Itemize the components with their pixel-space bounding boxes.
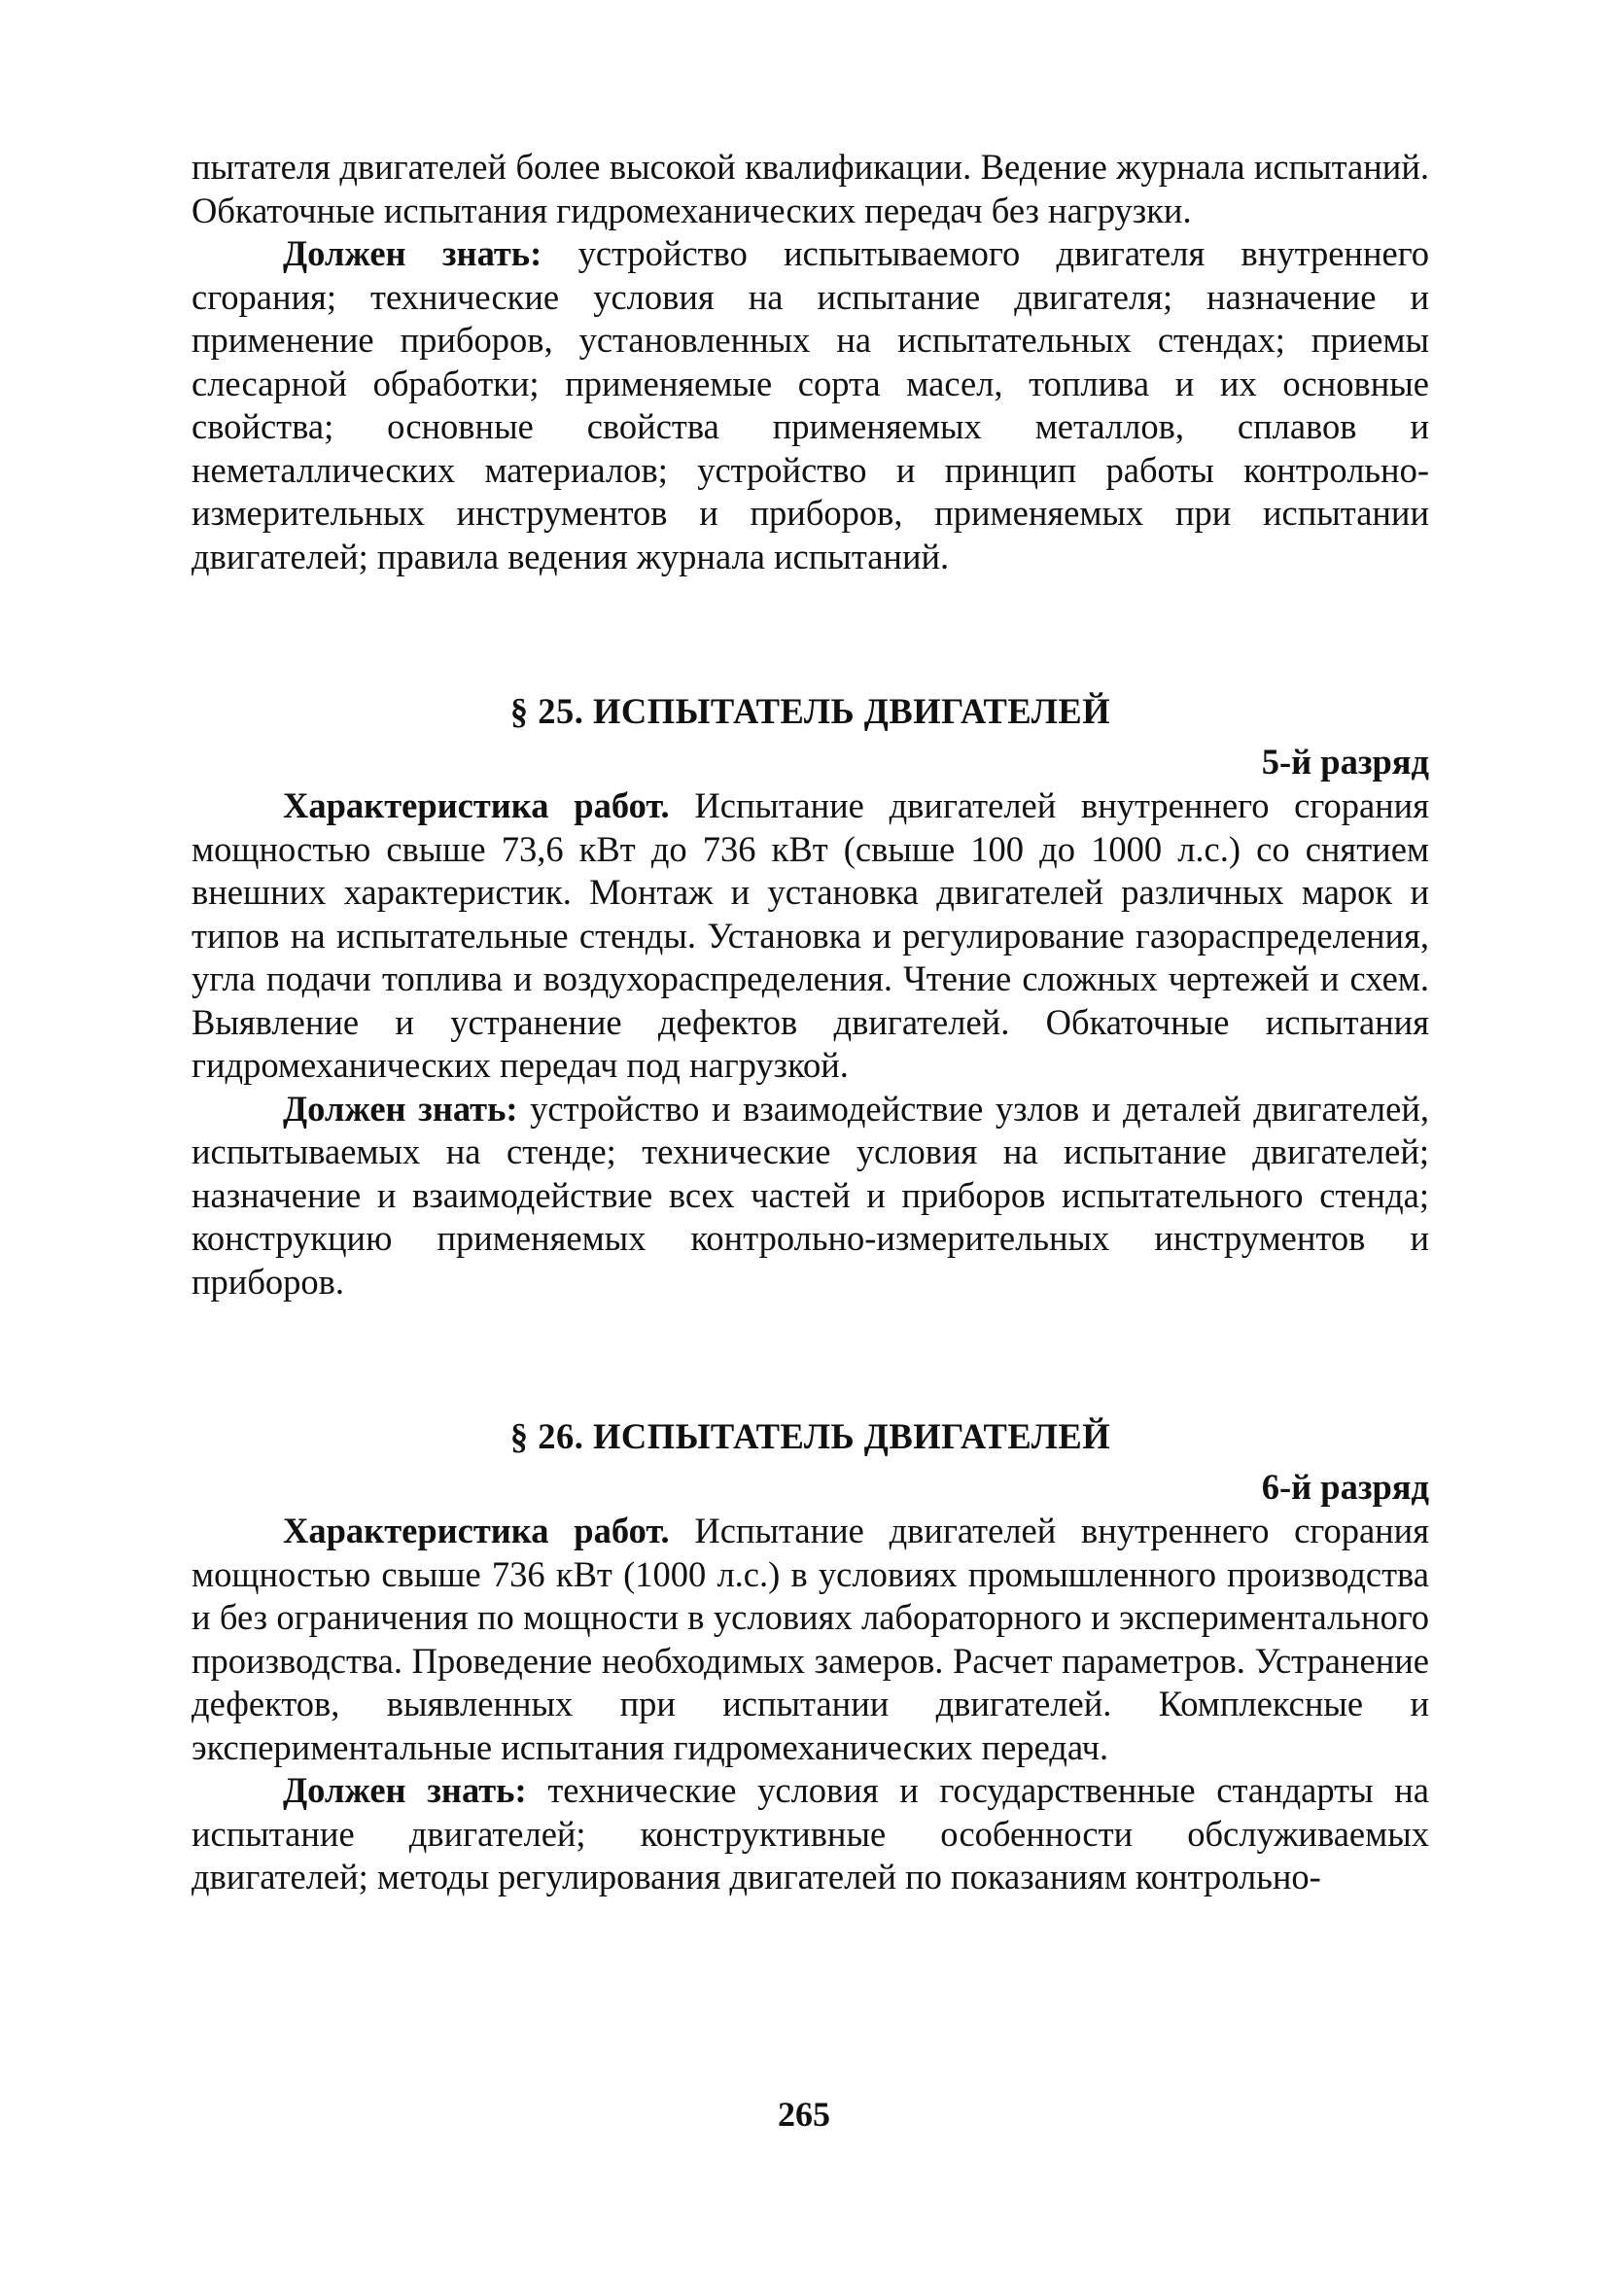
document-page (192, 146, 1429, 1899)
work-lead: Характеристика работ. (283, 1511, 670, 1550)
continuation-paragraph: пытателя двигателей более высокой квалификации. Ведение журнала испытаний. Обкаточные испытания гидромеханических передач без нагрузки. (192, 147, 1429, 230)
page-number: 265 (778, 2095, 830, 2134)
section-26-grade: 6-й разряд (1261, 1467, 1429, 1507)
section-26-title: § 26. ИСПЫТАТЕЛЬ ДВИГАТЕЛЕЙ (509, 1416, 1111, 1456)
section-25-title: § 25. ИСПЫТАТЕЛЬ ДВИГАТЕЛЕЙ (509, 691, 1111, 731)
work-lead: Характеристика работ. (283, 785, 670, 825)
knowledge-text: устройство и взаимодействие узлов и деталей двигателей, испытываемых на стенде; технические условия на испытание двигателей; назначение и взаимодействие всех частей и приборов испытательного стенда; конструкцию применяемых контрольно-измерительных инструментов и приборов. (192, 1088, 1429, 1302)
section-26-knowledge-paragraph (192, 1769, 1429, 1899)
section-25-knowledge-paragraph (192, 1088, 1429, 1305)
work-text: Испытание двигателей внутреннего сгорания мощностью свыше 736 кВт (1000 л.с.) в условиях промышленного производства и без ограничения по мощности в условиях лабораторного и экспериментального производства. Проведение необходимых замеров. Расчет параметров. Устранение дефектов, выявленных при испытании двигателей. Комплексные и экспериментальные испытания гидромеханических передач. (192, 1511, 1430, 1767)
section-25-grade: 5-й разряд (1261, 742, 1429, 782)
knowledge-text: устройство испытываемого двигателя внутреннего сгорания; технические условия на испытание двигателя; назначение и применение приборов, установленных на испытательных стендах; приемы слесарной обработки; применяемые сорта масел, топлива и их основные свойства; основные свойства применяемых металлов, сплавов и неметаллических материалов; устройство и принцип работы контрольно-измерительных инструментов и приборов, применяемых при испытании двигателей; правила ведения журнала испытаний. (192, 233, 1429, 576)
knowledge-lead: Должен знать: (283, 1088, 518, 1129)
work-text: Испытание двигателей внутреннего сгорания мощностью свыше 73,6 кВт до 736 кВт (свыше 100 до 1000 л.с.) со снятием внешних характеристик. Монтаж и установка двигателей различных марок и типов на испытательные стенды. Установка и регулирование газораспределения, угла подачи топлива и воздухораспределения. Чтение сложных чертежей и схем. Выявление и устранение дефектов двигателей. Обкаточные испытания гидромеханических передач под нагрузкой. (192, 785, 1430, 1085)
knowledge-lead: Должен знать: (283, 1770, 527, 1810)
knowledge-paragraph-prev (192, 232, 1429, 578)
knowledge-lead: Должен знать: (283, 233, 542, 273)
section-25-work-paragraph (192, 784, 1429, 1088)
knowledge-text: технические условия и государственные стандарты на испытание двигателей; конструктивные особенности обслуживаемых двигателей; методы регулирования двигателей по показаниям контрольно- (192, 1770, 1430, 1896)
section-26-work-paragraph (192, 1510, 1429, 1769)
